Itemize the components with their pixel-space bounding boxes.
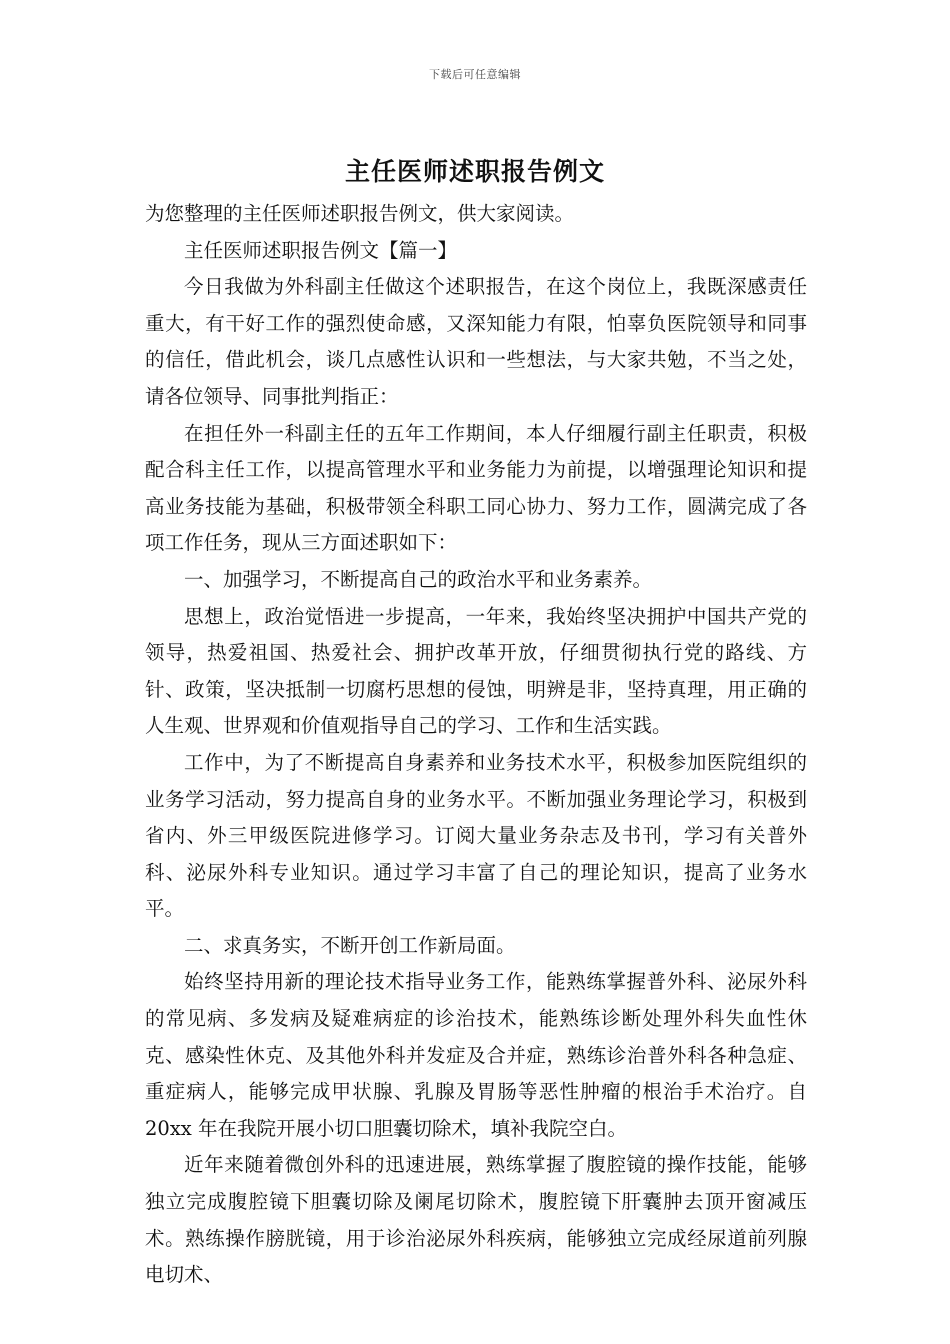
paragraph: 主任医师述职报告例文【篇一】 [184,238,458,262]
paragraph: 工作中，为了不断提高自身素养和业务技术水平，积极参加医院组织的业务学习活动，努力提高自身的业务水平。不断加强业务理论学习，积极到省内、外三甲级医院进修学习。订阅大量业务杂志及书刊，学习有关普外科、泌尿外科专业知识。通过学习丰富了自己的理论知识，提高了业务水平。 [145,750,807,921]
paragraph: 今日我做为外科副主任做这个述职报告，在这个岗位上，我既深感责任重大，有干好工作的强烈使命感，又深知能力有限，怕辜负医院领导和同事的信任，借此机会，谈几点感性认识和一些想法，与大家共勉，不当之处，请各位领导、同事批判指正： [145,275,807,408]
paragraph: 思想上，政治觉悟进一步提高，一年来，我始终坚决拥护中国共产党的领导，热爱祖国、热爱社会、拥护改革开放，仔细贯彻执行党的路线、方针、政策，坚决抵制一切腐朽思想的侵蚀，明辨是非，坚持真理，用正确的人生观、世界观和价值观指导自己的学习、工作和生活实践。 [145,604,807,738]
paragraph: 为您整理的主任医师述职报告例文，供大家阅读。 [145,202,575,225]
document-body [145,196,807,1294]
section-heading: 二、求真务实，不断开创工作新局面。 [184,933,516,957]
section-heading: 一、加强学习，不断提高自己的政治水平和业务素养。 [184,567,653,591]
paragraph: 在担任外一科副主任的五年工作期间，本人仔细履行副主任职责，积极配合科主任工作，以提高管理水平和业务能力为前提，以增强理论知识和提高业务技能为基础，积极带领全科职工同心协力、努力工作，圆满完成了各项工作任务，现从三方面述职如下： [145,421,807,555]
paragraph: 近年来随着微创外科的迅速进展，熟练掌握了腹腔镜的操作技能，能够独立完成腹腔镜下胆囊切除及阑尾切除术，腹腔镜下肝囊肿去顶开窗减压术。熟练操作膀胱镜，用于诊治泌尿外科疾病，能够独立完成经尿道前列腺电切术、 [145,1153,807,1287]
document-title: 主任医师述职报告例文 [344,157,605,186]
paragraph: 始终坚持用新的理论技术指导业务工作，能熟练掌握普外科、泌尿外科的常见病、多发病及疑难病症的诊治技术，能熟练诊断处理外科失血性休克、感染性休克、及其他外科并发症及合并症，熟练诊治普外科各种急症、重症病人，能够完成甲状腺、乳腺及胃肠等恶性肿瘤的根治手术治疗。自 20xx 年在我院开展小切口胆囊切除术，填补我院空白。 [145,970,807,1140]
page-header-note: 下载后可任意编辑 [429,68,521,81]
